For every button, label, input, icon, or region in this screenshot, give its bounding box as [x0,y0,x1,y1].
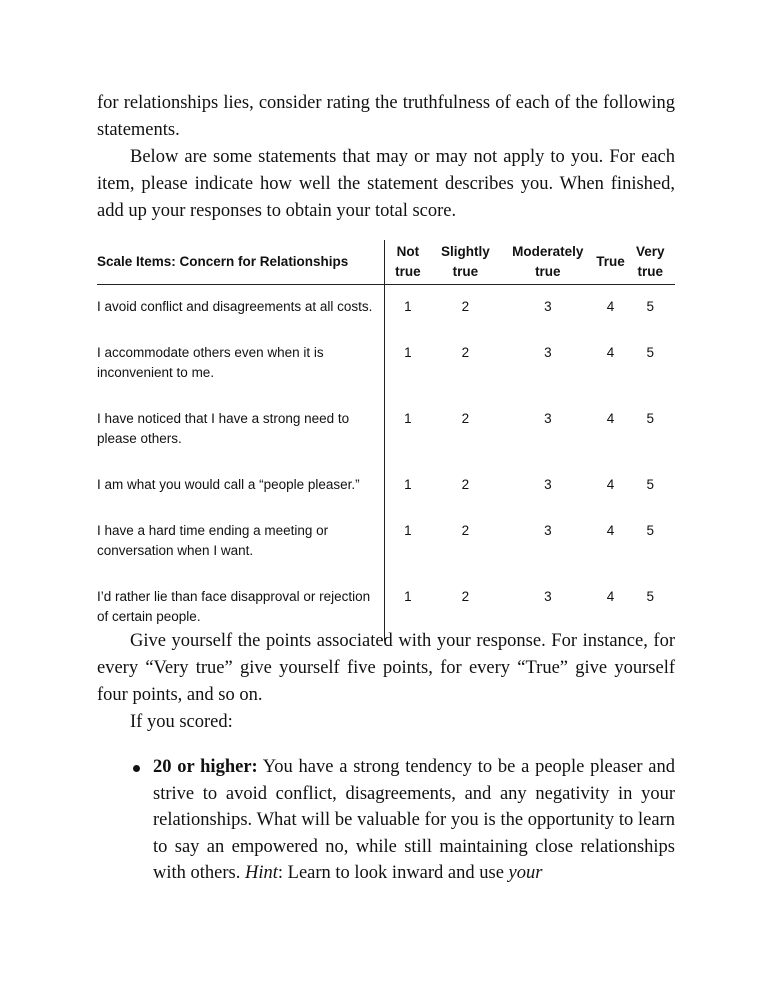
column-very-true: Very true [625,240,675,285]
column-true: True [596,240,626,285]
scale-item-text: I’d rather lie than face disapproval or rejection of certain people. [97,575,385,641]
column-moderately-true: Moderately true [500,240,595,285]
rating-value: 1 [404,411,412,426]
rating-value: 2 [461,345,470,360]
rating-value: 5 [646,477,654,492]
rating-value: 5 [646,589,654,604]
rating-value: 3 [544,411,552,426]
table-row [97,285,675,332]
rating-value: 2 [461,299,470,314]
rating-value: 3 [544,299,552,314]
intro-paragraph-1: for relationships lies, consider rating the truthfulness of each of the following statements. [97,93,675,140]
column-slightly-true: Slightly true [431,240,500,285]
rating-value: 1 [404,589,412,604]
rating-value: 3 [544,477,552,492]
rating-value: 1 [404,299,412,314]
rating-value: 3 [544,589,552,604]
scale-table [97,240,675,641]
rating-value: 4 [606,477,615,492]
score-description: You have a strong tendency to be a people pleaser and strive to avoid conflict, disagreements, and any negativity in your relationships. What will be valuable for you is the opportunity to learn to say an empowered no, while still maintaining close relationships with others. [153,757,675,883]
table-row [97,463,675,509]
rating-value: 2 [461,477,470,492]
table-row [97,397,675,463]
table-row [97,331,675,397]
scale-item-text: I have noticed that I have a strong need to please others. [97,397,385,463]
score-range-label: 20 or higher: [153,757,258,777]
if-you-scored-line: If you scored: [130,712,233,732]
scale-item-text: I avoid conflict and disagreements at all costs. [97,285,385,332]
rating-value: 4 [606,523,615,538]
rating-value: 4 [606,299,615,314]
bullet-icon [133,765,140,772]
rating-value: 4 [606,345,615,360]
hint-label: Hint [244,863,278,883]
hint-text: : Learn to look inward and use [277,863,509,883]
rating-value: 5 [646,523,654,538]
scoring-paragraph: Give yourself the points associated with your response. For instance, for every “Very true” give yourself five points, for every “True” give yourself four points, and so on. [97,631,675,705]
rating-value: 5 [646,345,654,360]
intro-text [97,90,675,225]
list-item [97,754,675,887]
rating-value: 5 [646,411,654,426]
rating-value: 5 [646,299,654,314]
table-row [97,509,675,575]
intro-paragraph-2: Below are some statements that may or may not apply to you. For each item, please indicate how well the statement describes you. When finished, add up your responses to obtain your total score. [97,147,675,221]
rating-value: 1 [404,477,412,492]
table-header-row [97,240,675,285]
score-bullet-list [97,754,675,887]
scale-item-text: I am what you would call a “people pleaser.” [97,463,385,509]
rating-value: 3 [544,345,552,360]
rating-value: 3 [544,523,552,538]
rating-value: 1 [404,523,412,538]
rating-value: 4 [606,411,615,426]
rating-value: 4 [606,589,615,604]
table-heading: Scale Items: Concern for Relationships [97,240,385,285]
rating-value: 2 [461,589,470,604]
column-not-true: Not true [385,240,431,285]
scale-item-text: I accommodate others even when it is inconvenient to me. [97,331,385,397]
scale-item-text: I have a hard time ending a meeting or conversation when I want. [97,509,385,575]
scoring-text [97,628,675,736]
rating-value: 2 [461,411,470,426]
rating-value: 1 [404,345,412,360]
rating-value: 2 [461,523,470,538]
hint-tail: your [508,863,543,883]
